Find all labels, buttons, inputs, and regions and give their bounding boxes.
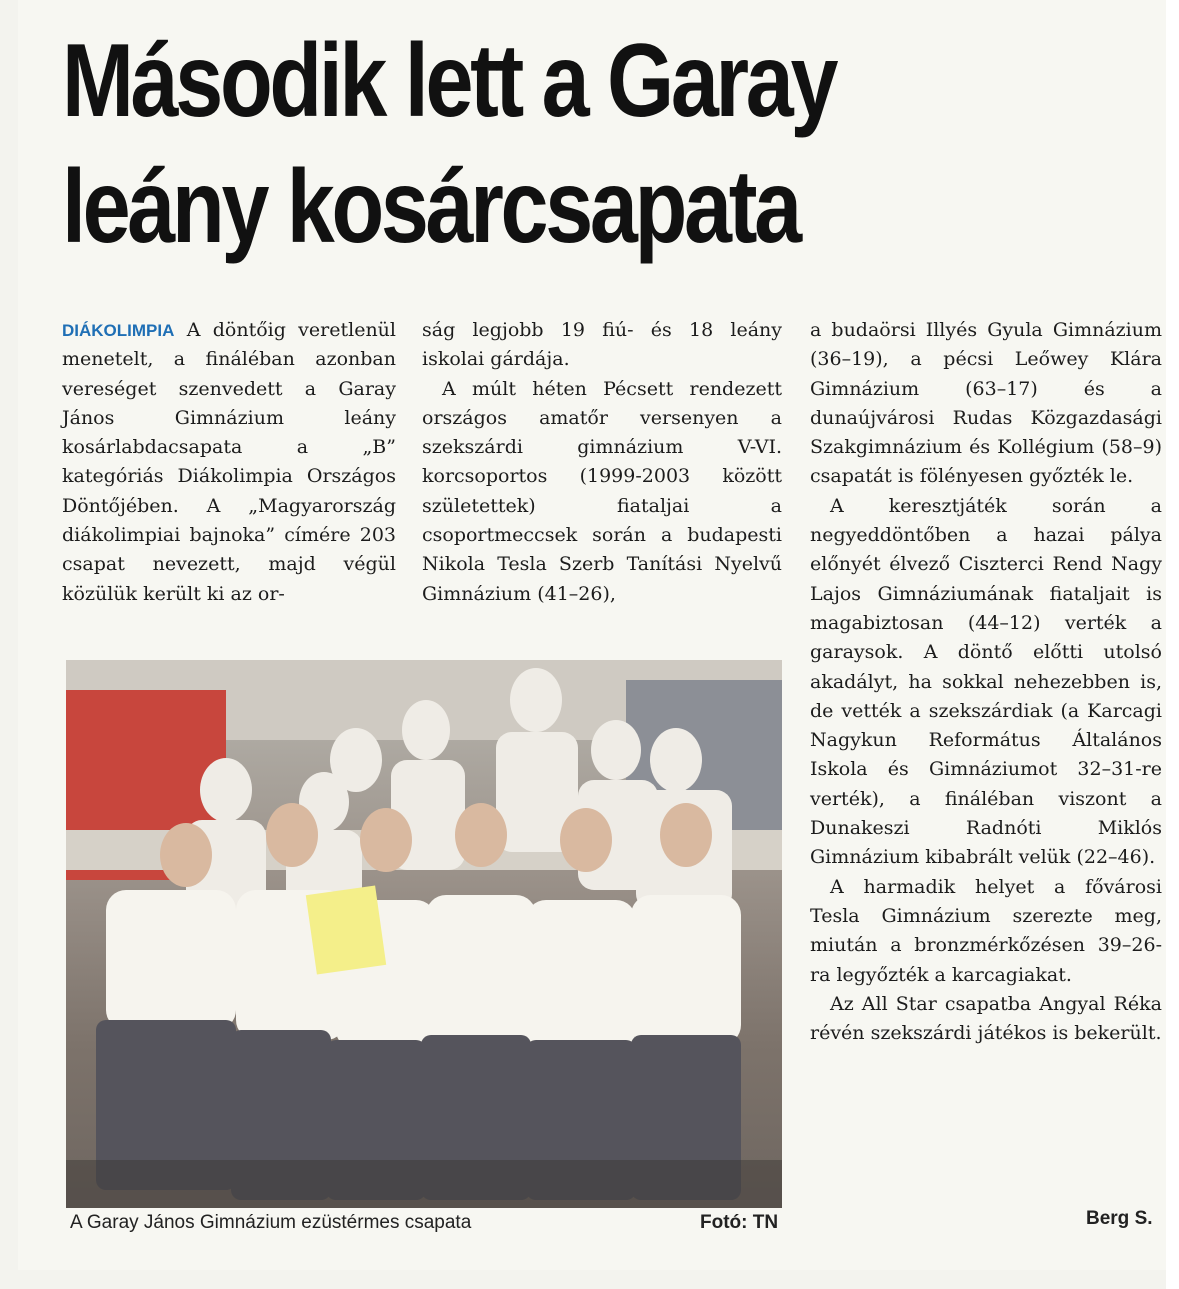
- paragraph: a budaörsi Illyés Gyula Gimnázium (36–19), a pécsi Leőwey Klára Gimnázium (63–17) és a dunaújvárosi Rudas Közgazdasági Szakgimnázium és Kollégium (58–9) csapatát is fölényesen győzték le.: [810, 319, 1162, 488]
- headline-line-1: Második lett a Garay: [62, 23, 836, 139]
- paragraph: ság legjobb 19 fiú- és 18 leány iskolai gárdája.: [422, 319, 782, 371]
- headline-line-2: leány kosárcsapata: [62, 149, 799, 265]
- kicker: DIÁKOLIMPIA: [62, 321, 175, 340]
- paragraph: Az All Star csapatba Angyal Réka révén szekszárdi játékos is bekerült.: [810, 992, 1162, 1045]
- paragraph: DIÁKOLIMPIA A döntőig veretlenül menetelt, a fináléban azonban vereséget szenvedett a Garay János Gimnázium leány kosárlabdacsapata a „B” kategóriás Diákolimpia Országos Döntőjében. A „Magyarország diákolimpiai bajnoka” címére 203 csapat nevezett, majd végül közülük került ki az or-: [62, 319, 396, 605]
- byline: Berg S.: [1086, 1208, 1153, 1229]
- paragraph: A keresztjáték során a negyeddöntőben a hazai pálya előnyét élvező Ciszterci Rend Nagy Lajos Gimnáziumának fiataljait is magabiztosan (44–12) verték a garaysok. A döntő előtti utolsó akadályt, ha sokkal nehezebben is, de vették a szekszárdiak (a Karcagi Nagykun Református Általános Iskola és Gimnáziumot 32–31-re verték), a fináléban viszont a Dunakeszi Radnóti Miklós Gimnázium kibabrált velük (22–46).: [810, 494, 1162, 869]
- article-column-1: [62, 316, 396, 609]
- photo-caption: A Garay János Gimnázium ezüstérmes csapata: [70, 1212, 472, 1233]
- paragraph: A múlt héten Pécsett rendezett országos amatőr versenyen a szekszárdi gimnázium V-VI. korcsoportos (1999-2003 között születettek) fiataljai a csoportmeccsek során a budapesti Nikola Tesla Szerb Tanítási Nyelvű Gimnázium (41–26),: [422, 377, 782, 605]
- headline: [62, 18, 975, 270]
- article-column-2: [422, 316, 782, 609]
- team-photo: [66, 660, 782, 1208]
- scan-edge: [1166, 0, 1179, 1289]
- paragraph: A harmadik helyet a fővárosi Tesla Gimnázium szerezte meg, miután a bronzmérkőzésen 39–26-ra legyőzték a karcagiakat.: [810, 875, 1162, 986]
- photo-credit: Fotó: TN: [700, 1212, 779, 1233]
- article-column-3: [810, 316, 1162, 1048]
- team-photo-illustration: [66, 660, 782, 1208]
